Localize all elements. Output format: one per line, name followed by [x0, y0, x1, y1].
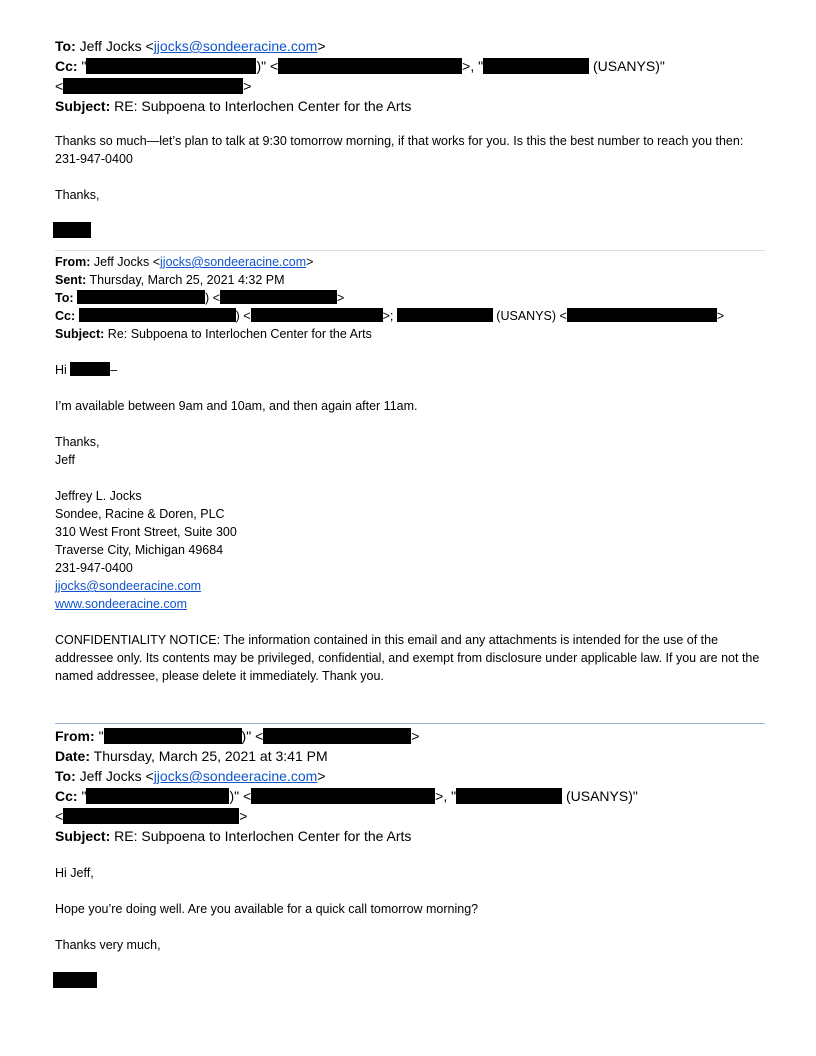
sig-phone: 231-947-0400 — [55, 561, 133, 575]
msg1-subject-line — [55, 96, 765, 116]
bracket: < — [55, 808, 64, 824]
bracket: > — [239, 808, 248, 824]
subject-text: RE: Subpoena to Interlochen Center for the Arts — [114, 828, 412, 844]
subject-text: Re: Subpoena to Interlochen Center for the Arts — [107, 327, 372, 341]
msg3-cc-line — [55, 786, 765, 806]
cc-label: Cc: — [55, 788, 78, 804]
msg1-cc-line — [55, 56, 765, 76]
quote: " — [81, 788, 87, 804]
msg3-subject-line — [55, 826, 765, 846]
redaction — [86, 788, 229, 804]
msg3-date-line — [55, 746, 765, 766]
to-email-link[interactable]: jjocks@sondeeracine.com — [153, 768, 318, 784]
sig-address2: Traverse City, Michigan 49684 — [55, 543, 224, 557]
msg3-body: Hope you’re doing well. Are you available for a quick call tomorrow morning? — [55, 902, 479, 916]
msg2-sent-line — [55, 271, 765, 289]
redaction — [263, 728, 411, 744]
bracket: > — [317, 768, 326, 784]
redaction — [77, 290, 205, 304]
msg2-subject-line — [55, 325, 765, 343]
msg1-cc-line2 — [55, 76, 765, 96]
redaction — [483, 58, 589, 74]
bracket: > — [411, 728, 420, 744]
redaction — [86, 58, 256, 74]
msg1-to-line — [55, 36, 765, 56]
signature-redaction — [53, 972, 765, 990]
to-email-link[interactable]: jjocks@sondeeracine.com — [153, 38, 318, 54]
msg3-closing: Thanks very much, — [55, 938, 161, 952]
cc-label: Cc: — [55, 309, 76, 323]
from-label: From: — [55, 255, 91, 269]
date-text: Thursday, March 25, 2021 at 3:41 PM — [93, 748, 328, 764]
to-label: To: — [55, 291, 74, 305]
from-sep: )" < — [241, 728, 264, 744]
cc-sep: )" < — [256, 58, 279, 74]
signature-redaction — [53, 222, 765, 240]
subject-label: Subject: — [55, 98, 111, 114]
bracket: > — [317, 38, 326, 54]
bracket: > — [716, 309, 725, 323]
redaction — [63, 808, 239, 824]
msg2-body: I’m available between 9am and 10am, and then again after 11am. — [55, 399, 418, 413]
msg2-cc-line — [55, 307, 765, 325]
msg2-to-line — [55, 289, 765, 307]
redaction — [251, 788, 435, 804]
redaction — [104, 728, 242, 744]
msg3-cc-line2 — [55, 806, 765, 826]
divider — [55, 723, 765, 724]
email-thread — [55, 36, 765, 990]
redaction — [251, 308, 383, 322]
sig-name: Jeffrey L. Jocks — [55, 489, 142, 503]
subject-label: Subject: — [55, 327, 105, 341]
to-sep: ) < — [205, 291, 220, 305]
redaction — [79, 308, 236, 322]
dash: – — [110, 363, 118, 377]
cc-org: (USANYS) < — [492, 309, 567, 323]
msg3-to-line — [55, 766, 765, 786]
cc-label: Cc: — [55, 58, 78, 74]
divider — [55, 250, 765, 251]
cc-sep: >; — [382, 309, 397, 323]
bracket: > — [336, 291, 345, 305]
msg2-greeting — [55, 361, 765, 379]
greeting: Hi — [55, 363, 71, 377]
msg1-closing: Thanks, — [55, 188, 100, 202]
bracket: > — [306, 255, 314, 269]
to-name: Jeff Jocks < — [79, 768, 154, 784]
msg2-closing2: Jeff — [55, 453, 75, 467]
subject-text: RE: Subpoena to Interlochen Center for the Arts — [114, 98, 412, 114]
sig-website-link[interactable]: www.sondeeracine.com — [55, 597, 188, 611]
msg2-closing1: Thanks, — [55, 435, 100, 449]
redaction — [567, 308, 717, 322]
cc-org: (USANYS)" — [589, 58, 665, 74]
bracket: > — [243, 78, 252, 94]
msg3-greeting: Hi Jeff, — [55, 866, 94, 880]
to-label: To: — [55, 768, 76, 784]
cc-sep: >, " — [435, 788, 457, 804]
sig-firm: Sondee, Racine & Doren, PLC — [55, 507, 225, 521]
redaction — [456, 788, 562, 804]
redaction — [278, 58, 462, 74]
cc-sep: >, " — [462, 58, 484, 74]
sig-address1: 310 West Front Street, Suite 300 — [55, 525, 237, 539]
quote: " — [98, 728, 104, 744]
cc-sep: )" < — [229, 788, 252, 804]
from-label: From: — [55, 728, 95, 744]
to-label: To: — [55, 38, 76, 54]
cc-sep: ) < — [235, 309, 251, 323]
bracket: < — [55, 78, 64, 94]
from-email-link[interactable]: jjocks@sondeeracine.com — [160, 255, 307, 269]
sent-label: Sent: — [55, 273, 87, 287]
cc-org: (USANYS)" — [562, 788, 638, 804]
msg1-body: Thanks so much—let’s plan to talk at 9:30 tomorrow morning, if that works for you. Is this the best number to reach you then: 231-947-0400 — [55, 134, 744, 166]
msg2-from-line — [55, 253, 765, 271]
sig-email-link[interactable]: jjocks@sondeeracine.com — [55, 579, 202, 593]
from-name: Jeff Jocks < — [93, 255, 161, 269]
redaction — [397, 308, 493, 322]
redaction — [220, 290, 337, 304]
sent-date: Thursday, March 25, 2021 4:32 PM — [89, 273, 285, 287]
subject-label: Subject: — [55, 828, 111, 844]
msg3-from-line — [55, 726, 765, 746]
confidentiality-notice: CONFIDENTIALITY NOTICE: The information contained in this email and any attachments is intended for the use of the addressee only. Its contents may be privileged, confidential, and exempt from disclosure under applicable law. If you are not the named addressee, please delete it immediately. Thank you. — [55, 633, 760, 683]
date-label: Date: — [55, 748, 91, 764]
redaction — [70, 362, 110, 376]
quote: " — [81, 58, 87, 74]
to-name: Jeff Jocks < — [79, 38, 154, 54]
redaction — [63, 78, 243, 94]
